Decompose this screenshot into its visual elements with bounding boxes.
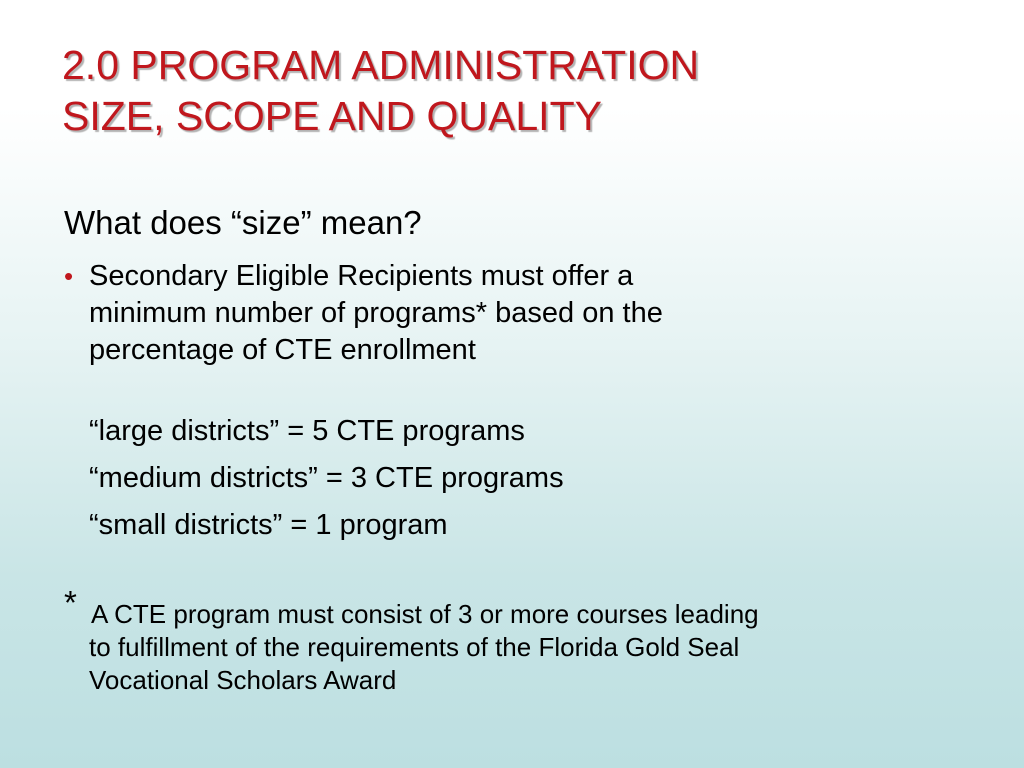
bullet-line-2: minimum number of programs* based on the <box>89 297 663 329</box>
bullet-line-1: Secondary Eligible Recipients must offer a <box>89 260 634 292</box>
slide-title-line-2: SIZE, SCOPE AND QUALITY <box>62 93 602 139</box>
footnote-line-1: A CTE program must consist of 3 or more courses leading <box>91 599 759 629</box>
bullet-line-3: percentage of CTE enrollment <box>89 334 476 366</box>
footnote-line-2: to fulfillment of the requirements of the Florida Gold Seal <box>89 632 740 662</box>
district-medium: “medium districts” = 3 CTE programs <box>89 462 564 494</box>
district-small: “small districts” = 1 program <box>89 509 448 541</box>
bullet-marker: • <box>64 261 74 291</box>
footnote-marker: * <box>64 584 77 621</box>
slide-title-line-1: 2.0 PROGRAM ADMINISTRATION <box>62 42 700 88</box>
slide-title <box>62 40 962 142</box>
district-large: “large districts” = 5 CTE programs <box>89 415 525 447</box>
footnote-line-3: Vocational Scholars Award <box>89 665 397 695</box>
question-heading: What does “size” mean? <box>64 204 422 241</box>
bullet-text <box>89 258 949 369</box>
footnote-text <box>89 598 989 697</box>
